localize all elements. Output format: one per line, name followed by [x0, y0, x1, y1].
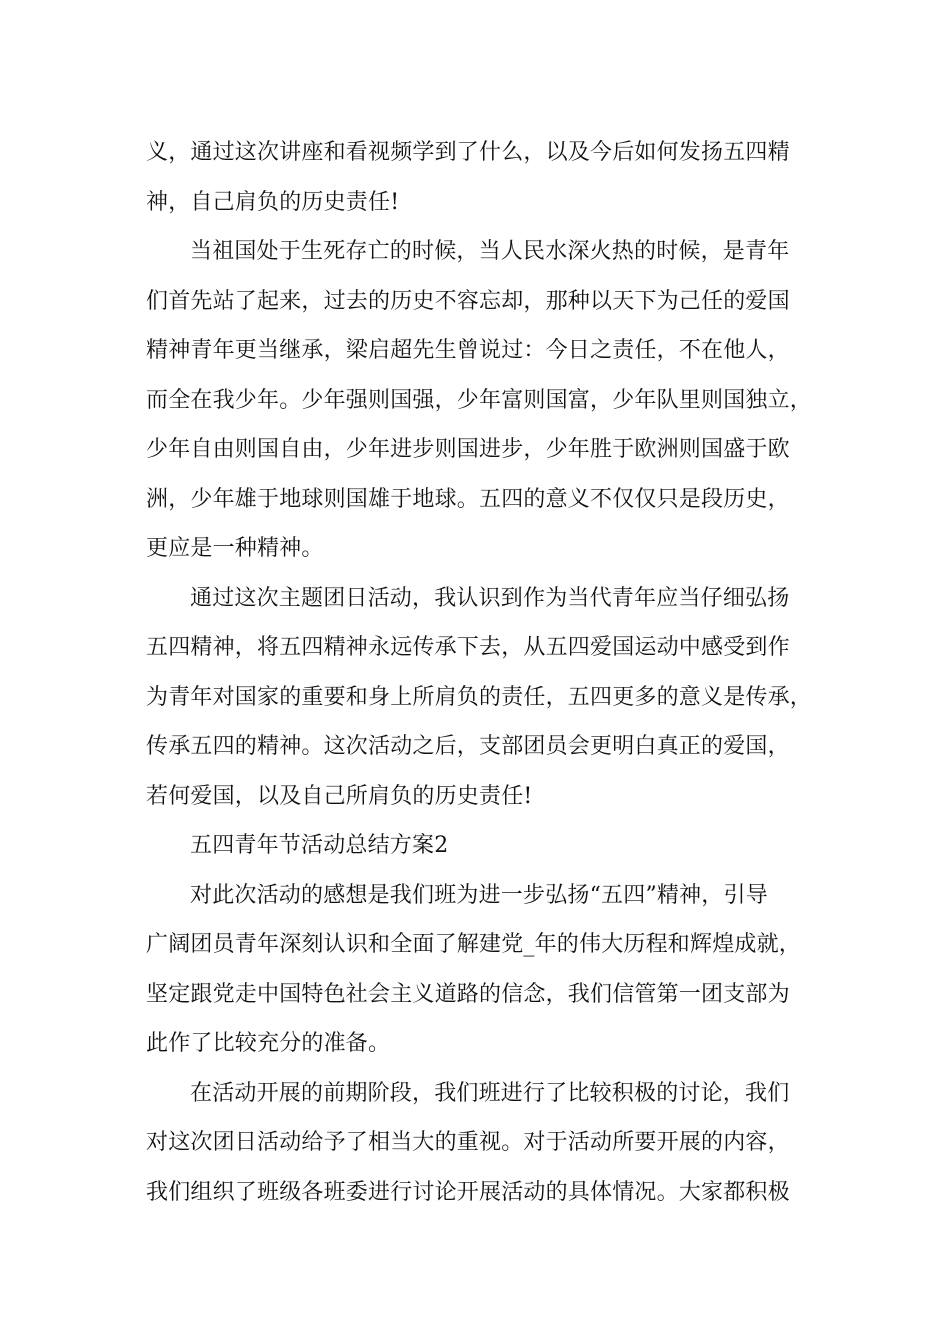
- text-line: 传承五四的精神。这次活动之后，支部团员会更明白真正的爱国，: [146, 734, 790, 759]
- text-line: 广阔团员青年深刻认识和全面了解建党_年的伟大历程和辉煌成就，: [146, 932, 802, 957]
- text-line: 更应是一种精神。: [146, 536, 324, 561]
- text-line: 们首先站了起来，过去的历史不容忘却，那种以天下为己任的爱国: [146, 288, 790, 314]
- text-line: 而全在我少年。少年强则国强，少年富则国富，少年队里则国独立，: [146, 387, 813, 413]
- text-line: 若何爱国，以及自己所肩负的历史责任!: [146, 783, 533, 809]
- text-line: 当祖国处于生死存亡的时候，当人民水深火热的时候，是青年: [190, 239, 790, 264]
- text-line: 此作了比较充分的准备。: [146, 1031, 391, 1056]
- text-line: 精神青年更当继承，梁启超先生曾说过：今日之责任，不在他人，: [146, 338, 790, 363]
- text-line: 我们组织了班级各班委进行讨论开展活动的具体情况。大家都积极: [146, 1179, 790, 1205]
- text-line: 对这次团日活动给予了相当大的重视。对于活动所要开展的内容，: [146, 1130, 790, 1155]
- paragraph: [146, 227, 836, 574]
- heading-line: 五四青年节活动总结方案2: [190, 833, 449, 858]
- document-body: [146, 128, 836, 1217]
- text-line: 为青年对国家的重要和身上所肩负的责任，五四更多的意义是传承，: [146, 684, 813, 710]
- text-line: 通过这次主题团日活动，我认识到作为当代青年应当仔细弘扬: [190, 585, 790, 611]
- text-line: 对此次活动的感想是我们班为进一步弘扬“五四”精神，引导: [190, 882, 768, 908]
- text-line: 在活动开展的前期阶段，我们班进行了比较积极的讨论，我们: [190, 1080, 790, 1106]
- paragraph: [146, 574, 836, 822]
- paragraph: [146, 128, 836, 227]
- text-line: 少年自由则国自由，少年进步则国进步，少年胜于欧洲则国盛于欧: [146, 437, 790, 462]
- paragraph: [146, 1069, 836, 1218]
- paragraph: [146, 871, 836, 1069]
- text-line: 五四精神，将五四精神永远传承下去，从五四爱国运动中感受到作: [146, 635, 790, 660]
- text-line: 神，自己肩负的历史责任!: [146, 189, 400, 215]
- section-heading: [146, 821, 836, 871]
- text-line: 义，通过这次讲座和看视频学到了什么，以及今后如何发扬五四精: [146, 140, 790, 165]
- text-line: 坚定跟党走中国特色社会主义道路的信念，我们信管第一团支部为: [146, 981, 790, 1007]
- text-line: 洲，少年雄于地球则国雄于地球。五四的意义不仅仅只是段历史，: [146, 486, 790, 512]
